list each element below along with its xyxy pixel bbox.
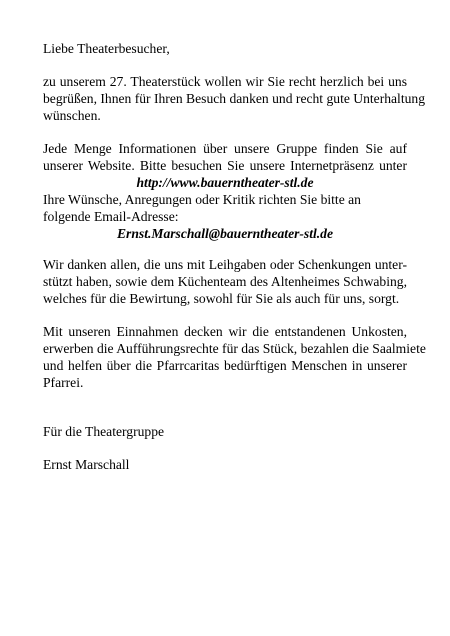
closing-line: Für die Theatergruppe [43,424,165,439]
paragraph-line: zu unserem 27. Theaterstück wollen wir Sie recht herzlich bei uns [43,74,407,89]
revenue-paragraph [43,323,426,391]
signature-name [43,456,407,473]
paragraph-line: wünschen. [43,108,101,123]
website-link[interactable]: http://www.bauerntheater-stl.de [136,175,314,190]
signature-name-line: Ernst Marschall [43,457,130,472]
paragraph-line: folgende Email-Adresse: [43,209,179,224]
paragraph-line: unserer Website. Bitte besuchen Sie unsere Internetpräsenz unter [43,158,407,173]
closing [43,423,407,440]
paragraph-line: Pfarrei. [43,375,84,390]
greeting [43,40,407,57]
paragraph-line: welches für die Bewirtung, sowohl für Sie als auch für uns, sorgt. [43,291,400,306]
paragraph-line: erwerben die Aufführungsrechte für das Stück, bezahlen die Saalmiete [43,341,426,356]
paragraph-line: und helfen über die Pfarrcaritas bedürftigen Menschen in unserer [43,358,407,373]
paragraph-line: Jede Menge Informationen über unsere Gruppe finden Sie auf [43,141,407,156]
paragraph-line: Ihre Wünsche, Anregungen oder Kritik richten Sie bitte an [43,192,361,207]
paragraph-line: Mit unseren Einnahmen decken wir die entstandenen Unkosten, [43,324,407,339]
email-link[interactable]: Ernst.Marschall@bauerntheater-stl.de [116,226,333,241]
paragraph-line: stützt haben, sowie dem Küchenteam des Altenheimes Schwabing, [43,274,407,289]
contact-paragraph [43,140,407,242]
thanks-paragraph [43,256,407,307]
paragraph-line: Wir danken allen, die uns mit Leihgaben oder Schenkungen unter- [43,257,407,272]
paragraph-line: begrüßen, Ihnen für Ihren Besuch danken und recht gute Unterhaltung [43,91,426,106]
welcome-paragraph [43,73,426,124]
greeting-line: Liebe Theaterbesucher, [43,41,170,56]
